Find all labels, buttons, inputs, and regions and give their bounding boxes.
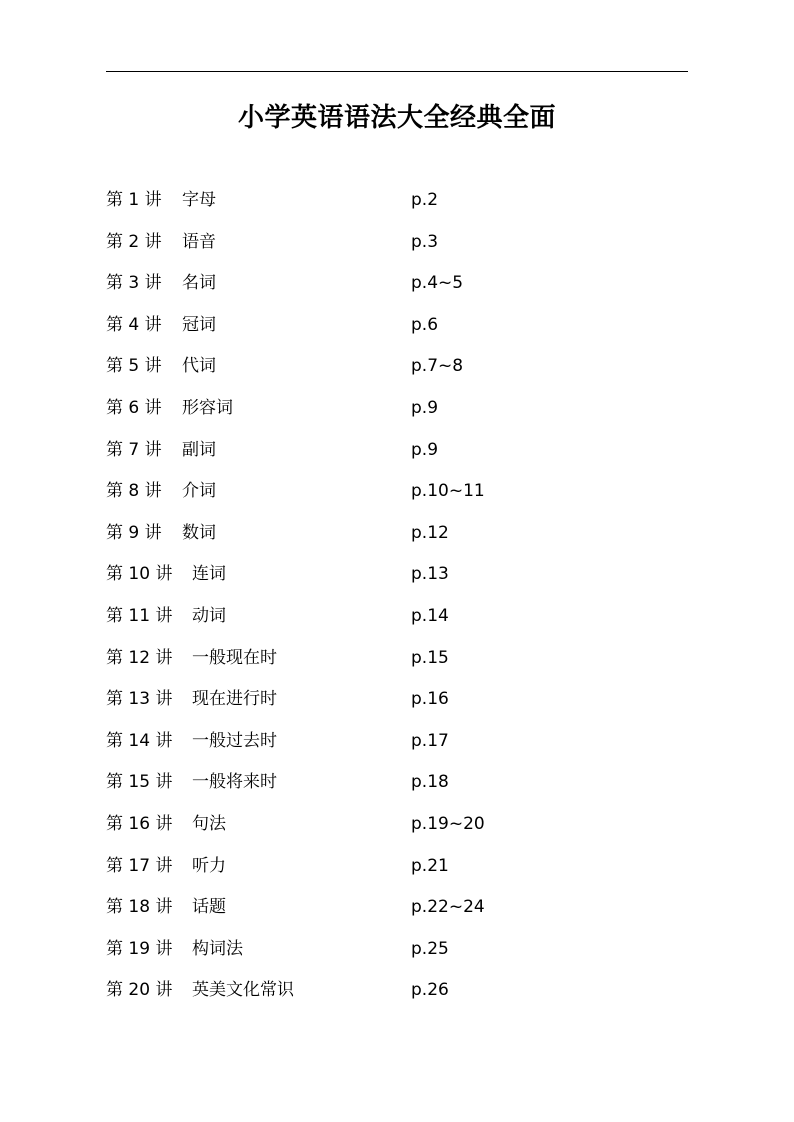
toc-topic: 现在进行时 [192,689,277,710]
toc-topic: 数词 [182,522,216,543]
toc-page-ref: p.19~20 [411,813,485,834]
toc-row [106,970,706,1012]
toc-row [106,554,706,596]
toc-row [106,263,706,305]
toc-row [106,180,706,222]
toc-page-ref: p.15 [411,647,449,668]
toc-page-ref: p.2 [411,190,439,210]
toc-topic: 构词法 [192,938,243,959]
toc-lesson-number: 第 11 讲 [106,605,173,626]
toc-topic: 代词 [182,356,216,377]
toc-topic: 语音 [182,231,216,252]
toc-row [106,762,706,804]
toc-row [106,721,706,763]
toc-topic: 动词 [192,605,226,626]
toc-row [106,346,706,388]
toc-lesson-number: 第 1 讲 [106,190,162,210]
toc-topic: 连词 [192,564,226,585]
toc-lesson-number: 第 4 讲 [106,314,162,335]
toc-topic: 冠词 [182,314,216,335]
toc-row [106,471,706,513]
toc-page-ref: p.22~24 [411,897,485,918]
toc-lesson-number: 第 15 讲 [106,772,173,793]
document-title: 小学英语语法大全经典全面 [237,103,556,133]
toc-row [106,513,706,555]
toc-lesson-number: 第 13 讲 [106,689,173,710]
toc-row [106,887,706,929]
toc-lesson-number: 第 17 讲 [106,855,173,876]
toc-page-ref: p.13 [411,564,449,585]
toc-topic: 形容词 [182,397,233,418]
toc-row [106,679,706,721]
toc-page-ref: p.3 [411,231,439,252]
toc-lesson-number: 第 8 讲 [106,481,162,502]
toc-row [106,430,706,472]
toc-topic: 话题 [192,897,226,918]
toc-lesson-number: 第 12 讲 [106,647,173,668]
toc-page-ref: p.4~5 [411,273,464,294]
toc-topic: 字母 [182,190,216,210]
toc-lesson-number: 第 19 讲 [106,938,173,959]
toc-row [106,804,706,846]
toc-row [106,596,706,638]
toc-page-ref: p.26 [411,980,449,1001]
toc-lesson-number: 第 5 讲 [106,356,162,377]
toc-lesson-number: 第 7 讲 [106,439,162,460]
toc-row [106,929,706,971]
toc-lesson-number: 第 3 讲 [106,273,162,294]
toc-page-ref: p.10~11 [411,481,485,502]
toc-row [106,388,706,430]
toc-topic: 一般过去时 [192,730,277,751]
table-of-contents [106,180,706,1012]
toc-row [106,222,706,264]
toc-page-ref: p.9 [411,439,439,460]
toc-topic: 一般将来时 [192,772,277,793]
toc-lesson-number: 第 20 讲 [106,980,173,1001]
toc-row [106,305,706,347]
toc-page-ref: p.25 [411,938,449,959]
toc-topic: 介词 [182,481,216,502]
toc-page-ref: p.21 [411,855,449,876]
toc-lesson-number: 第 14 讲 [106,730,173,751]
toc-lesson-number: 第 6 讲 [106,397,162,418]
toc-lesson-number: 第 18 讲 [106,897,173,918]
toc-page-ref: p.14 [411,605,449,626]
header-rule [106,71,688,72]
toc-page-ref: p.6 [411,314,439,335]
toc-lesson-number: 第 9 讲 [106,522,162,543]
toc-page-ref: p.12 [411,522,449,543]
toc-topic: 一般现在时 [192,647,277,668]
toc-page-ref: p.16 [411,689,449,710]
toc-topic: 名词 [182,273,216,294]
toc-row [106,638,706,680]
toc-page-ref: p.7~8 [411,356,464,377]
toc-page-ref: p.18 [411,772,449,793]
toc-lesson-number: 第 16 讲 [106,813,173,834]
toc-topic: 句法 [192,813,226,834]
toc-row [106,846,706,888]
toc-page-ref: p.17 [411,730,449,751]
toc-topic: 听力 [192,855,226,876]
toc-topic: 副词 [182,439,216,460]
toc-topic: 英美文化常识 [192,980,294,1001]
toc-lesson-number: 第 10 讲 [106,564,173,585]
toc-lesson-number: 第 2 讲 [106,231,162,252]
toc-page-ref: p.9 [411,397,439,418]
